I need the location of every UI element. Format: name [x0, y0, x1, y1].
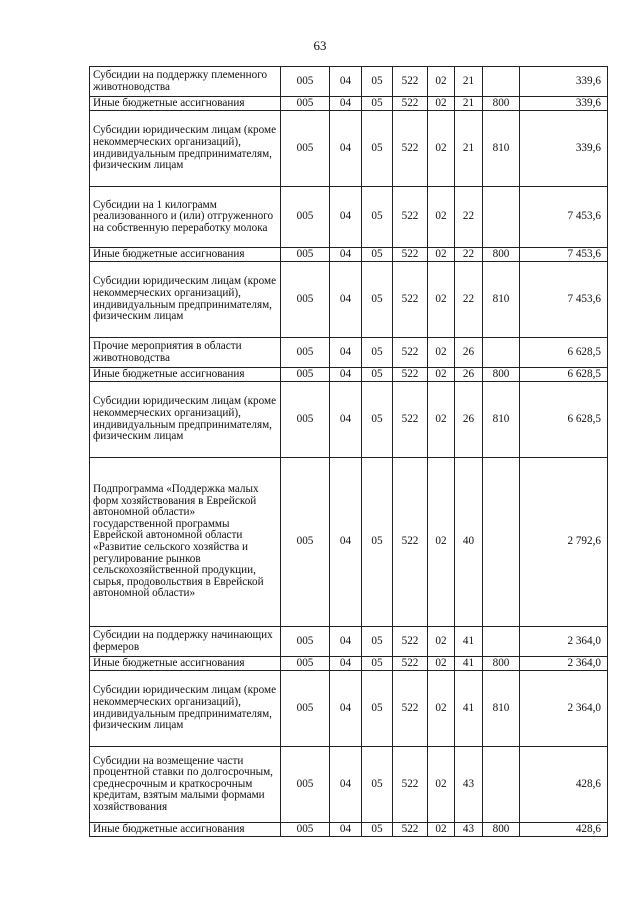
amount: 2 364,0	[520, 671, 608, 747]
code-csr-1: 522	[393, 187, 428, 248]
code-pr: 05	[362, 248, 393, 262]
code-pr: 05	[362, 262, 393, 338]
table-row	[90, 67, 608, 97]
code-rz: 04	[330, 338, 362, 368]
row-name: Субсидии юридическим лицам (кроме некоммерческих организаций), индивидуальным предпринимателям, физическим лицам	[90, 382, 281, 458]
code-gr: 005	[281, 262, 330, 338]
table-row	[90, 382, 608, 458]
code-pr: 05	[362, 338, 393, 368]
code-rz: 04	[330, 111, 362, 187]
row-name: Субсидии на поддержку начинающих фермеров	[90, 627, 281, 657]
code-csr-2: 02	[428, 458, 455, 627]
row-name: Субсидии юридическим лицам (кроме некоммерческих организаций), индивидуальным предпринимателям, физическим лицам	[90, 262, 281, 338]
amount: 339,6	[520, 111, 608, 187]
code-gr: 005	[281, 97, 330, 111]
code-vr: 810	[483, 111, 520, 187]
code-csr-1: 522	[393, 657, 428, 671]
code-pr: 05	[362, 823, 393, 837]
budget-table	[89, 66, 608, 837]
code-pr: 05	[362, 458, 393, 627]
code-csr-1: 522	[393, 671, 428, 747]
code-csr-1: 522	[393, 627, 428, 657]
row-name: Иные бюджетные ассигнования	[90, 368, 281, 382]
amount: 7 453,6	[520, 187, 608, 248]
row-name: Субсидии на поддержку племенного животноводства	[90, 67, 281, 97]
row-name: Иные бюджетные ассигнования	[90, 823, 281, 837]
code-gr: 005	[281, 338, 330, 368]
code-gr: 005	[281, 67, 330, 97]
table-row	[90, 671, 608, 747]
table-row	[90, 338, 608, 368]
code-csr-3: 21	[455, 111, 483, 187]
code-vr: 810	[483, 382, 520, 458]
code-csr-2: 02	[428, 111, 455, 187]
code-vr: 810	[483, 671, 520, 747]
code-gr: 005	[281, 671, 330, 747]
code-csr-2: 02	[428, 97, 455, 111]
code-gr: 005	[281, 747, 330, 823]
row-name: Прочие мероприятия в области животноводства	[90, 338, 281, 368]
code-gr: 005	[281, 187, 330, 248]
code-vr: 810	[483, 262, 520, 338]
code-rz: 04	[330, 187, 362, 248]
code-csr-3: 22	[455, 262, 483, 338]
code-rz: 04	[330, 248, 362, 262]
code-csr-2: 02	[428, 248, 455, 262]
code-csr-1: 522	[393, 368, 428, 382]
code-vr	[483, 67, 520, 97]
code-rz: 04	[330, 747, 362, 823]
table-row	[90, 97, 608, 111]
amount: 428,6	[520, 823, 608, 837]
code-csr-3: 41	[455, 671, 483, 747]
amount: 6 628,5	[520, 368, 608, 382]
code-csr-1: 522	[393, 458, 428, 627]
code-rz: 04	[330, 657, 362, 671]
row-name: Иные бюджетные ассигнования	[90, 657, 281, 671]
code-csr-2: 02	[428, 671, 455, 747]
code-csr-2: 02	[428, 823, 455, 837]
table-row	[90, 248, 608, 262]
code-csr-1: 522	[393, 262, 428, 338]
code-vr	[483, 627, 520, 657]
row-name: Подпрограмма «Поддержка малых форм хозяйствования в Еврейской автономной области» государственной программы Еврейской автономной области «Развитие сельского хозяйства и регулирование рынков сельскохозяйственной продукции, сырья, продовольствия в Еврейской автономной области»	[90, 458, 281, 627]
code-pr: 05	[362, 187, 393, 248]
code-gr: 005	[281, 657, 330, 671]
code-rz: 04	[330, 671, 362, 747]
code-pr: 05	[362, 657, 393, 671]
code-csr-2: 02	[428, 67, 455, 97]
code-pr: 05	[362, 627, 393, 657]
table-row	[90, 458, 608, 627]
code-csr-3: 26	[455, 338, 483, 368]
code-vr: 800	[483, 657, 520, 671]
code-pr: 05	[362, 671, 393, 747]
code-vr: 800	[483, 823, 520, 837]
code-vr: 800	[483, 368, 520, 382]
table-row	[90, 747, 608, 823]
code-rz: 04	[330, 97, 362, 111]
code-gr: 005	[281, 458, 330, 627]
code-csr-3: 21	[455, 97, 483, 111]
row-name: Субсидии на 1 килограмм реализованного и (или) отгруженного на собственную переработку молока	[90, 187, 281, 248]
code-csr-3: 40	[455, 458, 483, 627]
code-csr-1: 522	[393, 97, 428, 111]
table-row	[90, 657, 608, 671]
code-vr	[483, 338, 520, 368]
code-csr-2: 02	[428, 368, 455, 382]
code-rz: 04	[330, 627, 362, 657]
code-gr: 005	[281, 627, 330, 657]
code-csr-1: 522	[393, 382, 428, 458]
code-csr-3: 41	[455, 657, 483, 671]
amount: 428,6	[520, 747, 608, 823]
amount: 7 453,6	[520, 262, 608, 338]
code-vr	[483, 747, 520, 823]
amount: 6 628,5	[520, 338, 608, 368]
table-row	[90, 111, 608, 187]
code-rz: 04	[330, 368, 362, 382]
budget-rows	[90, 67, 608, 837]
code-pr: 05	[362, 97, 393, 111]
row-name: Иные бюджетные ассигнования	[90, 97, 281, 111]
code-csr-2: 02	[428, 262, 455, 338]
code-vr	[483, 187, 520, 248]
code-pr: 05	[362, 111, 393, 187]
code-csr-2: 02	[428, 747, 455, 823]
code-csr-1: 522	[393, 67, 428, 97]
row-name: Субсидии юридическим лицам (кроме некоммерческих организаций), индивидуальным предпринимателям, физическим лицам	[90, 111, 281, 187]
code-rz: 04	[330, 823, 362, 837]
code-csr-3: 26	[455, 382, 483, 458]
code-csr-1: 522	[393, 823, 428, 837]
code-vr: 800	[483, 248, 520, 262]
amount: 2 364,0	[520, 627, 608, 657]
code-csr-3: 22	[455, 187, 483, 248]
code-csr-1: 522	[393, 747, 428, 823]
code-gr: 005	[281, 368, 330, 382]
code-csr-3: 43	[455, 823, 483, 837]
amount: 2 364,0	[520, 657, 608, 671]
row-name: Иные бюджетные ассигнования	[90, 248, 281, 262]
code-csr-1: 522	[393, 111, 428, 187]
code-csr-3: 22	[455, 248, 483, 262]
code-gr: 005	[281, 111, 330, 187]
row-name: Субсидии юридическим лицам (кроме некоммерческих организаций), индивидуальным предпринимателям, физическим лицам	[90, 671, 281, 747]
code-csr-2: 02	[428, 187, 455, 248]
table-row	[90, 368, 608, 382]
amount: 6 628,5	[520, 382, 608, 458]
code-csr-3: 26	[455, 368, 483, 382]
code-csr-3: 21	[455, 67, 483, 97]
amount: 7 453,6	[520, 248, 608, 262]
code-csr-3: 41	[455, 627, 483, 657]
code-vr	[483, 458, 520, 627]
code-csr-2: 02	[428, 382, 455, 458]
code-rz: 04	[330, 458, 362, 627]
amount: 339,6	[520, 67, 608, 97]
code-pr: 05	[362, 382, 393, 458]
code-pr: 05	[362, 67, 393, 97]
code-gr: 005	[281, 823, 330, 837]
code-rz: 04	[330, 382, 362, 458]
code-gr: 005	[281, 248, 330, 262]
table-row	[90, 187, 608, 248]
code-csr-3: 43	[455, 747, 483, 823]
code-pr: 05	[362, 747, 393, 823]
table-row	[90, 823, 608, 837]
code-csr-1: 522	[393, 248, 428, 262]
code-vr: 800	[483, 97, 520, 111]
code-rz: 04	[330, 262, 362, 338]
page-number: 63	[313, 38, 327, 53]
amount: 2 792,6	[520, 458, 608, 627]
code-csr-2: 02	[428, 627, 455, 657]
code-csr-1: 522	[393, 338, 428, 368]
code-pr: 05	[362, 368, 393, 382]
code-gr: 005	[281, 382, 330, 458]
code-csr-2: 02	[428, 338, 455, 368]
amount: 339,6	[520, 97, 608, 111]
table-row	[90, 262, 608, 338]
code-csr-2: 02	[428, 657, 455, 671]
code-rz: 04	[330, 67, 362, 97]
row-name: Субсидии на возмещение части процентной ставки по долгосрочным, среднесрочным и краткосрочным кредитам, взятым малыми формами хозяйствования	[90, 747, 281, 823]
table-row	[90, 627, 608, 657]
